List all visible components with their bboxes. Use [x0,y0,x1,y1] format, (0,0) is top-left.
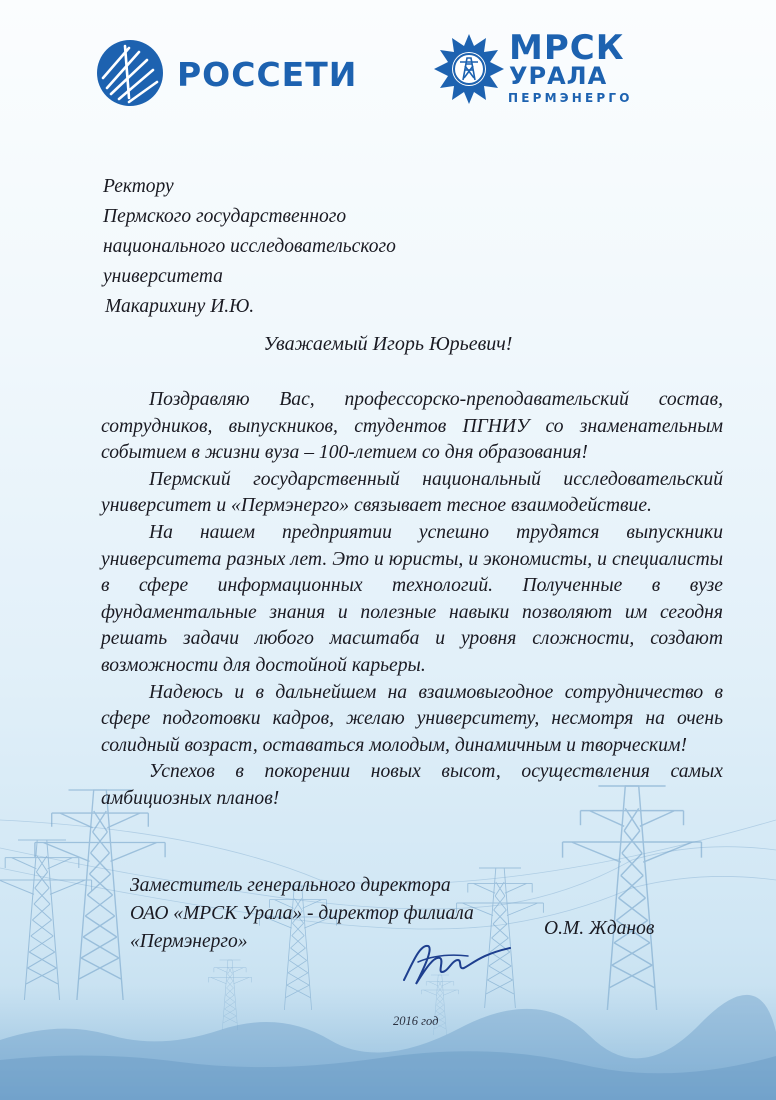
mrsk-emblem-icon [432,32,506,106]
rosseti-wordmark: РОССЕТИ [177,55,358,94]
paragraph: Пермский государственный национальный исследовательский университет и «Пермэнерго» связывает тесное взаимодействие. [101,468,723,517]
letter-body [101,387,723,813]
urala-wordmark: УРАЛА [509,62,608,90]
signatory-title: «Пермэнерго» [130,931,248,952]
signatory-title: Заместитель генерального директора [130,875,451,896]
signatory-title: ОАО «МРСК Урала» - директор филиала [130,903,474,924]
addressee-block [103,172,396,322]
addressee-line: национального исследовательского [103,236,396,257]
mrsk-wordmark: МРСК [509,28,625,68]
rosseti-globe-icon [95,38,165,108]
addressee-line: Пермского государственного [103,206,347,227]
handwritten-signature [398,934,518,990]
mrsk-logo [432,30,692,110]
rosseti-logo [95,38,358,108]
paragraph: Надеюсь и в дальнейшем на взаимовыгодное сотрудничество в сфере подготовки кадров, желаю университету, несмотря на очень солидный возраст, оставаться молодым, динамичным и творческим! [101,681,723,756]
paragraph: Успехов в покорении новых высот, осуществления самых амбициозных планов! [101,761,723,809]
paragraph: На нашем предприятии успешно трудятся выпускники университета разных лет. Это и юристы, и экономисты, и специалисты в сфере информационных технологий. Полученные в вузе фундаментальные знания и полезные навыки позволяют им сегодня решать задачи любого масштаба и уровня сложности, создают возможности для достойной карьеры. [101,521,723,676]
signer-name: О.М. Жданов [544,918,655,939]
paragraph: Поздравляю Вас, профессорско-преподавательский состав, сотрудников, выпускников, студентов ПГНИУ со знаменательным событием в жизни вуза – 100-летием со дня образования! [101,389,723,464]
addressee-line: Ректору [103,176,174,197]
addressee-line: университета [103,266,223,287]
addressee-name: Макарихину И.Ю. [105,296,255,317]
permenergo-wordmark: ПЕРМЭНЕРГО [508,91,633,105]
salutation: Уважаемый Игорь Юрьевич! [263,333,513,355]
date: 2016 год [393,1014,439,1028]
